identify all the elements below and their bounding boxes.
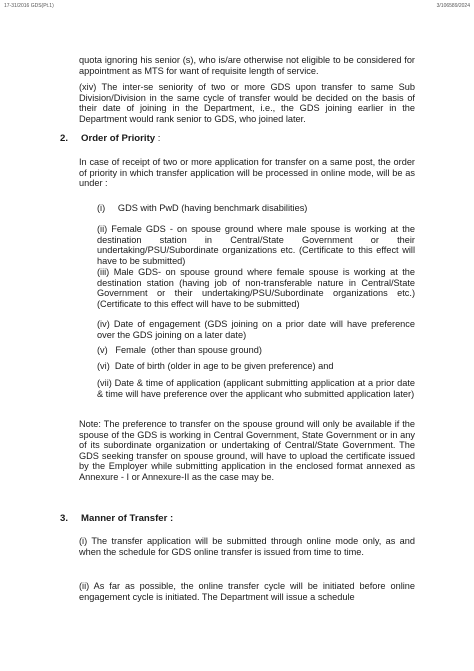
section-2-intro	[79, 157, 415, 189]
transfer-item	[79, 581, 415, 602]
file-reference: 17-31/2016 GDS(Pt.1)	[4, 3, 54, 9]
section-3-number: 3.	[60, 513, 69, 524]
priority-item-text: (vii) Date & time of application (applicant submitting application at a prior date & time will have preference over the applicant who submitted application later)	[97, 378, 415, 399]
transfer-item	[79, 536, 415, 557]
priority-item-text: (iii) Male GDS- on spouse ground where female spouse is working at the destination station (having job of non-transferable nature in Central/State Government or their undertaking/PSU/Subordinate organizations etc.) (Certificate to this effect will have to be submitted)	[97, 267, 415, 309]
priority-item-text: (ii) Female GDS - on spouse ground where male spouse is working at the destination station in Central/State Government or their undertaking/PSU/Subordinate organizations etc. (Certificate to this effect will have to be submitted)	[97, 224, 415, 266]
priority-item	[97, 224, 415, 266]
priority-item	[97, 319, 415, 340]
document-number: 3/106589/2024	[436, 3, 470, 9]
priority-item	[97, 378, 415, 399]
clause-xiv-text: (xiv) The inter-se seniority of two or more GDS upon transfer to same Sub Division/Division in the same cycle of transfer would be decided on the basis of their date of joining in the Department, i.e., the GDS joining earlier in the Department would rank senior to GDS, who joined later.	[79, 82, 415, 124]
transfer-item-text: (i) The transfer application will be submitted through online mode only, as and when the schedule for GDS online transfer is issued from time to time.	[79, 536, 415, 557]
priority-item	[97, 203, 415, 214]
priority-item-text: (v) Female (other than spouse ground)	[97, 345, 262, 355]
clause-xiv	[79, 82, 415, 124]
section-3-heading	[60, 513, 173, 524]
transfer-item-text: (ii) As far as possible, the online transfer cycle will be initiated before online engagement cycle is initiated. The Department will issue a schedule	[79, 581, 415, 602]
section-2-note-text: Note: The preference to transfer on the spouse ground will only be available if the spouse of the GDS is working in Central Government, State Government or in any of its subordinate organization or undertaking of Central/State Government. The GDS seeking transfer on spouse ground, will have to upload the certificate issued by the Employer while submitting application in the enclosed format annexed as Annexure - I or Annexure-II as the case may be.	[79, 419, 415, 482]
quota-text: quota ignoring his senior (s), who is/are otherwise not eligible to be considered for appointment as MTS for want of requisite length of service.	[79, 55, 415, 76]
section-2-number: 2.	[60, 133, 69, 144]
section-2-colon: :	[155, 133, 161, 144]
priority-item-text: (i) GDS with PwD (having benchmark disabilities)	[97, 203, 308, 213]
priority-item	[97, 361, 415, 372]
priority-item	[97, 267, 415, 309]
section-2-heading	[60, 133, 160, 144]
section-2-intro-text: In case of receipt of two or more application for transfer on a same post, the order of priority in which transfer application will be processed in online mode, will be as under :	[79, 157, 415, 189]
section-2-note	[79, 419, 415, 483]
priority-item	[97, 345, 415, 356]
priority-item-text: (vi) Date of birth (older in age to be given preference) and	[97, 361, 334, 371]
section-2-title: Order of Priority	[81, 133, 156, 144]
quota-paragraph	[79, 55, 415, 76]
priority-item-text: (iv) Date of engagement (GDS joining on a prior date will have preference over the GDS joining on a later date)	[97, 319, 415, 340]
section-3-title: Manner of Transfer :	[81, 513, 174, 524]
